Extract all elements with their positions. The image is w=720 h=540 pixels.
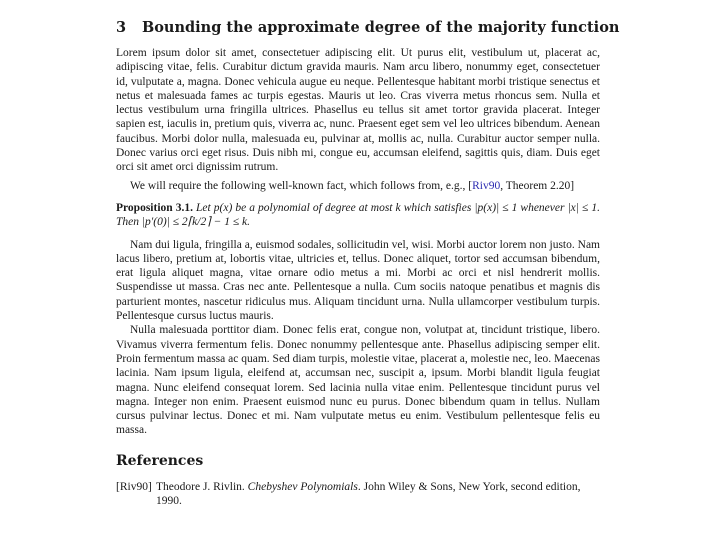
section-title: Bounding the approximate degree of the majority function: [142, 19, 620, 36]
reference-authors: Theodore J. Rivlin.: [156, 480, 248, 493]
proposition-label: Proposition 3.1.: [116, 201, 193, 214]
body-paragraph-2: [116, 179, 600, 193]
body-paragraph-4: Nulla malesuada porttitor diam. Donec felis erat, congue non, volutpat at, tincidunt tristique, libero. Vivamus viverra fermentum felis. Donec nonummy pellentesque ante. Phasellus adipiscing semper elit. Proin fermentum massa ac quam. Sed diam turpis, molestie vitae, placerat a, molestie nec, leo. Maecenas lacinia. Nam ipsum ligula, eleifend at, accumsan nec, suscipit a, ipsum. Morbi blandit ligula feugiat magna. Nunc eleifend consequat lorem. Sed lacinia nulla vitae enim. Pellentesque tincidunt purus vel magna. Integer non enim. Praesent euismod nunc eu purus. Donec bibendum quam in tellus. Nullam cursus pulvinar lectus. Donec et mi. Nam vulputate metus eu enim. Vestibulum pellentesque felis eu massa.: [116, 324, 600, 437]
p2-text-after: , Theorem 2.20]: [500, 179, 575, 192]
reference-publisher: . John Wiley & Sons, New York, second edition, 1990.: [156, 480, 581, 508]
references-heading: References: [116, 452, 204, 469]
paper-page: [116, 18, 620, 508]
section-heading: [116, 18, 620, 38]
proposition-block: [116, 201, 600, 230]
section-number: 3: [116, 19, 127, 36]
p2-text-before: We will require the following well-known fact, which follows from, e.g., [: [130, 179, 473, 192]
citation-link-riv90[interactable]: Riv90: [472, 179, 501, 192]
reference-entry: [116, 480, 600, 509]
reference-title: Chebyshev Polynomials: [247, 480, 358, 493]
proposition-statement: Let p(x) be a polynomial of degree at most k which satisfies |p(x)| ≤ 1 whenever |x| ≤ 1. Then |p′(0)| ≤ 2⌈k/2⌉ − 1 ≤ k.: [116, 201, 600, 229]
body-paragraph-1: Lorem ipsum dolor sit amet, consectetuer adipiscing elit. Ut purus elit, vestibulum ut, placerat ac, adipiscing vitae, felis. Curabitur dictum gravida mauris. Nam arcu libero, nonummy eget, consectetuer id, vulputate a, magna. Donec vehicula augue eu neque. Pellentesque habitant morbi tristique senectus et netus et malesuada fames ac turpis egestas. Mauris ut leo. Cras viverra metus rhoncus sem. Nulla et lectus vestibulum urna fringilla ultrices. Phasellus eu tellus sit amet tortor gravida placerat. Integer sapien est, iaculis in, pretium quis, viverra ac, nunc. Praesent eget sem vel leo ultrices bibendum. Aenean faucibus. Morbi dolor nulla, malesuada eu, pulvinar at, mollis ac, nulla. Curabitur auctor semper nulla. Donec varius orci eget risus. Duis nibh mi, congue eu, accumsan eleifend, sagittis quis, diam. Duis eget orci sit amet orci dignissim rutrum.: [116, 47, 600, 174]
body-paragraph-3: Nam dui ligula, fringilla a, euismod sodales, sollicitudin vel, wisi. Morbi auctor lorem non justo. Nam lacus libero, pretium at, lobortis vitae, ultricies et, tellus. Donec aliquet, tortor sed accumsan bibendum, erat ligula aliquet magna, vitae ornare odio metus a mi. Morbi ac orci et nisl hendrerit mollis. Suspendisse ut massa. Cras nec ante. Pellentesque a nulla. Cum sociis natoque penatibus et magnis dis parturient montes, nascetur ridiculus mus. Aliquam tincidunt urna. Nulla ullamcorper vestibulum turpis. Pellentesque cursus luctus mauris.: [116, 238, 600, 323]
reference-key: [Riv90]: [116, 480, 152, 493]
